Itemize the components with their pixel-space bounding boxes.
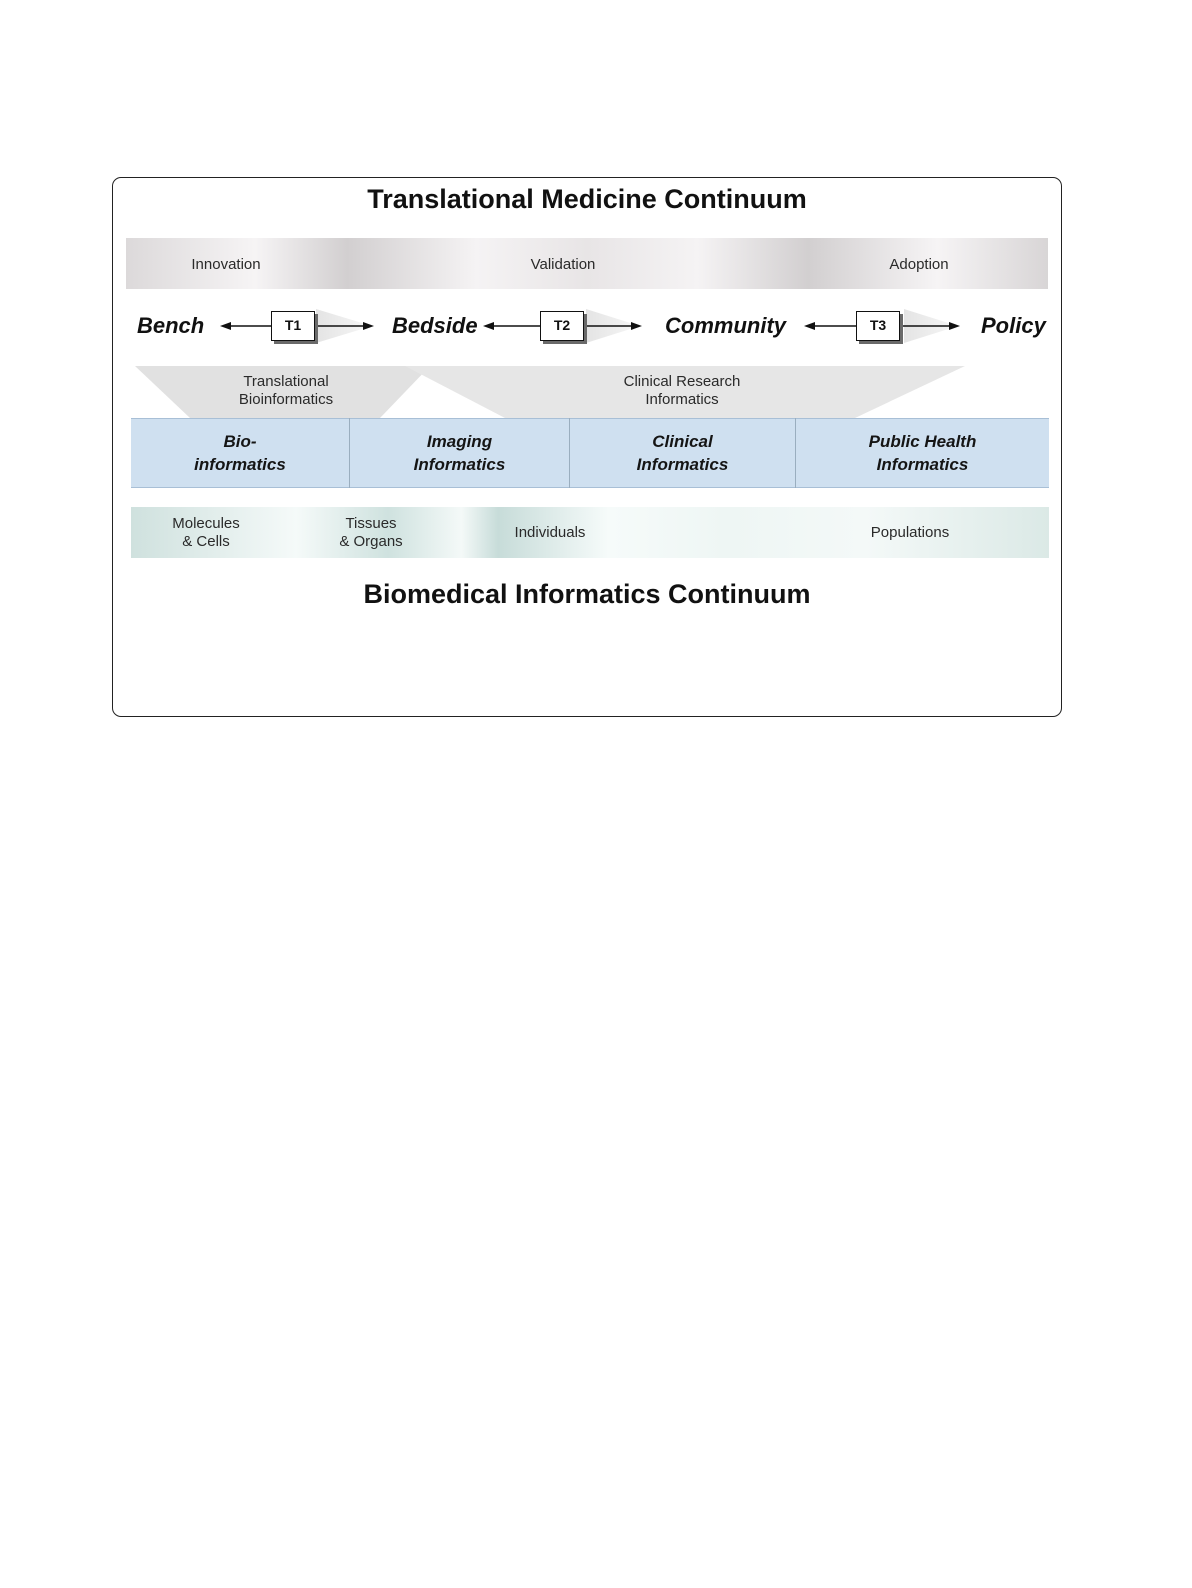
translation-box-t2: T2 [540,311,584,341]
domain-imaging-informatics [350,418,569,488]
phase-validation: Validation [530,256,596,273]
domain-line1: Bio- [223,432,257,451]
stage-policy: Policy [981,313,1046,338]
domain-public-health-informatics [796,418,1049,488]
translation-box-t1: T1 [271,311,315,341]
research-area-line1: Clinical Research [623,373,741,390]
stage-bench: Bench [137,313,205,338]
research-area-line2: Informatics [645,391,719,408]
scale-line2: & Cells [182,533,230,550]
scale-tissues-organs [311,515,431,551]
domain-line2: Informatics [636,455,729,474]
domain-line1: Clinical [652,432,713,451]
translation-box-t3: T3 [856,311,900,341]
domain-line1: Imaging [426,432,493,451]
phase-adoption: Adoption [889,256,949,273]
scale-line1: Tissues [345,515,397,532]
diagram-title: Translational Medicine Continuum [367,184,807,214]
research-area-translational [206,373,366,409]
scale-line1: Molecules [172,515,240,532]
stage-bedside: Bedside [392,313,478,338]
scale-individuals: Individuals [514,524,586,541]
phase-innovation: Innovation [191,256,261,273]
bottom-title-clip [112,578,1062,604]
domain-line2: informatics [194,455,286,474]
research-area-clinical [592,373,772,409]
domain-line2: Informatics [413,455,506,474]
research-area-line1: Translational [243,373,329,390]
stage-community: Community [665,313,786,338]
research-area-line2: Bioinformatics [238,391,334,408]
scale-populations: Populations [870,524,950,541]
domain-line2: Informatics [876,455,969,474]
domain-line1: Public Health [868,432,977,451]
domain-bioinformatics [131,418,349,488]
bottom-title: Biomedical Informatics Continuum [363,579,811,604]
scale-line2: & Organs [339,533,403,550]
scale-molecules-cells [146,515,266,551]
domain-clinical-informatics [570,418,795,488]
